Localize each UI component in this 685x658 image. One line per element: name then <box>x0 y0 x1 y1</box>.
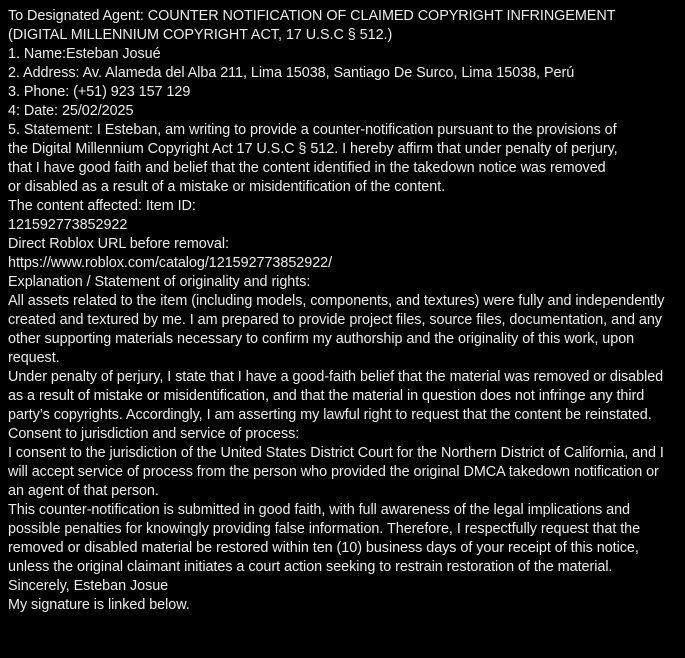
good-faith-paragraph-line: unless the original claimant initiates a court action seeking to restrain restoration of the material. <box>8 559 613 575</box>
signature-note-line: My signature is linked below. <box>8 597 190 613</box>
originality-heading: Explanation / Statement of originality and rights: <box>8 274 311 290</box>
name-line: 1. Name:Esteban Josué <box>8 46 161 62</box>
originality-paragraph-line: created and textured by me. I am prepared to provide project files, source files, documentation, and any <box>8 312 662 328</box>
originality-paragraph-line: All assets related to the item (including models, components, and textures) were fully and independently <box>8 293 665 309</box>
address-line: 2. Address: Av. Alameda del Alba 211, Lima 15038, Santiago De Surco, Lima 15038, Perú <box>8 65 575 81</box>
jurisdiction-paragraph-line: an agent of that person. <box>8 483 159 499</box>
good-faith-paragraph-line: possible penalties for knowingly providing false information. Therefore, I respectfully request that the <box>8 521 641 537</box>
statement-line: or disabled as a result of a mistake or misidentification of the content. <box>8 179 446 195</box>
phone-line: 3. Phone: (+51) 923 157 129 <box>8 84 191 100</box>
originality-paragraph-line: other supporting materials necessary to confirm my authorship and the originality of this work, upon <box>8 331 635 347</box>
perjury-paragraph-line: Under penalty of perjury, I state that I have a good-faith belief that the material was removed or disabled <box>8 369 664 385</box>
url-label: Direct Roblox URL before removal: <box>8 236 229 252</box>
heading-line: To Designated Agent: COUNTER NOTIFICATION OF CLAIMED COPYRIGHT INFRINGEMENT <box>8 8 616 24</box>
statement-line: the Digital Millennium Copyright Act 17 U.S.C § 512. I hereby affirm that under penalty of perjury, <box>8 141 618 157</box>
item-id-value: 121592773852922 <box>8 217 128 233</box>
jurisdiction-heading: Consent to jurisdiction and service of process: <box>8 426 300 442</box>
content-affected-label: The content affected: Item ID: <box>8 198 196 214</box>
perjury-paragraph-line: as a result of mistake or misidentification, and that the material in question does not infringe any third <box>8 388 645 404</box>
perjury-paragraph-line: party’s copyrights. Accordingly, I am asserting my lawful right to request that the content be reinstated. <box>8 407 652 423</box>
statement-line: 5. Statement: I Esteban, am writing to provide a counter-notification pursuant to the provisions of <box>8 122 617 138</box>
jurisdiction-paragraph-line: I consent to the jurisdiction of the United States District Court for the Northern District of California, and I <box>8 445 664 461</box>
jurisdiction-paragraph-line: will accept service of process from the person who provided the original DMCA takedown notification or <box>8 464 659 480</box>
originality-paragraph-line: request. <box>8 350 60 366</box>
date-line: 4: Date: 25/02/2025 <box>8 103 134 119</box>
good-faith-paragraph-line: removed or disabled material be restored within ten (10) business days of your receipt of this notice, <box>8 540 639 556</box>
url-value: https://www.roblox.com/catalog/121592773852922/ <box>8 255 333 271</box>
statement-line: that I have good faith and belief that the content identified in the takedown notice was removed <box>8 160 606 176</box>
good-faith-paragraph-line: This counter-notification is submitted in good faith, with full awareness of the legal implications and <box>8 502 630 518</box>
closing-line: Sincerely, Esteban Josue <box>8 578 169 594</box>
heading-subline: (DIGITAL MILLENNIUM COPYRIGHT ACT, 17 U.S.C § 512.) <box>8 27 393 43</box>
